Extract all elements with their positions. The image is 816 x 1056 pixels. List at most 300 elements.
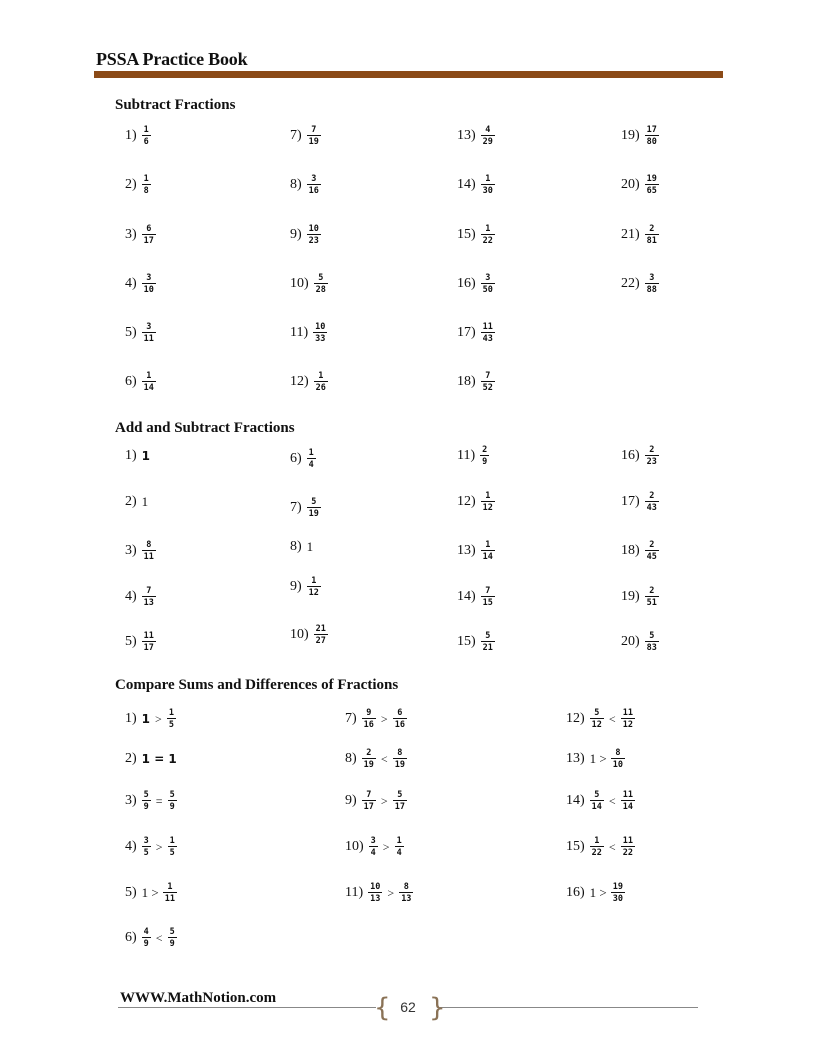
numerator: 7 bbox=[366, 789, 372, 800]
compare-item bbox=[566, 699, 637, 739]
item-number: 6) bbox=[125, 374, 137, 389]
denominator: 50 bbox=[482, 285, 493, 295]
denominator: 17 bbox=[394, 802, 405, 812]
addsub-item bbox=[125, 482, 150, 522]
item-number: 9) bbox=[345, 793, 357, 808]
comparison-symbol: < bbox=[380, 751, 388, 766]
addsub-item bbox=[125, 622, 158, 662]
denominator: 28 bbox=[315, 285, 326, 295]
numerator: 1 bbox=[594, 835, 600, 846]
fraction bbox=[481, 323, 495, 344]
item-number: 12) bbox=[566, 711, 585, 726]
numerator: 11 bbox=[143, 630, 154, 641]
denominator: 8 bbox=[143, 186, 149, 196]
numerator: 1 bbox=[143, 124, 149, 135]
item-number: 12) bbox=[457, 494, 476, 509]
denominator: 23 bbox=[308, 236, 319, 246]
subtract-item bbox=[290, 362, 330, 402]
fraction bbox=[163, 883, 177, 904]
item-number: 10) bbox=[290, 276, 309, 291]
subtract-item bbox=[290, 215, 323, 255]
addsub-item bbox=[290, 439, 318, 479]
item-number: 10) bbox=[290, 627, 309, 642]
footer-brace-left: { bbox=[374, 993, 391, 1023]
denominator: 22 bbox=[622, 848, 633, 858]
denominator: 88 bbox=[646, 285, 657, 295]
denominator: 30 bbox=[482, 186, 493, 196]
numerator: 1 bbox=[485, 223, 491, 234]
numerator: 5 bbox=[169, 789, 175, 800]
subtract-item bbox=[290, 165, 323, 205]
denominator: 14 bbox=[591, 802, 602, 812]
subtract-item bbox=[125, 264, 158, 304]
fraction bbox=[611, 883, 625, 904]
numerator: 11 bbox=[622, 835, 633, 846]
fraction bbox=[645, 274, 659, 295]
denominator: 51 bbox=[646, 598, 657, 608]
numerator: 5 bbox=[594, 789, 600, 800]
numerator: 4 bbox=[143, 926, 149, 937]
comparison-symbol: = bbox=[155, 793, 163, 808]
denominator: 9 bbox=[169, 939, 175, 949]
fraction bbox=[393, 791, 407, 812]
numerator: 7 bbox=[485, 370, 491, 381]
denominator: 14 bbox=[622, 802, 633, 812]
numerator: 2 bbox=[366, 747, 372, 758]
answer-text: 1 bbox=[306, 539, 314, 554]
numerator: 1 bbox=[168, 707, 174, 718]
item-number: 20) bbox=[621, 177, 640, 192]
denominator: 65 bbox=[646, 186, 657, 196]
addsub-item bbox=[457, 436, 491, 476]
fraction bbox=[362, 749, 376, 770]
compare-item bbox=[566, 873, 627, 913]
item-number: 7) bbox=[290, 500, 302, 515]
item-number: 6) bbox=[125, 930, 137, 945]
item-number: 19) bbox=[621, 589, 640, 604]
denominator: 9 bbox=[482, 457, 488, 467]
fraction bbox=[481, 175, 495, 196]
numerator: 8 bbox=[615, 747, 621, 758]
numerator: 11 bbox=[622, 789, 633, 800]
denominator: 30 bbox=[612, 894, 624, 904]
addsub-item bbox=[125, 577, 158, 617]
header-rule bbox=[94, 71, 723, 78]
fraction bbox=[481, 225, 495, 246]
subtract-item bbox=[125, 215, 158, 255]
addsub-item bbox=[290, 567, 323, 607]
denominator: 5 bbox=[143, 848, 149, 858]
denominator: 19 bbox=[308, 137, 319, 147]
footer-brace-right: } bbox=[429, 993, 446, 1023]
fraction bbox=[395, 837, 404, 858]
compare-item bbox=[345, 827, 406, 867]
numerator: 7 bbox=[311, 124, 317, 135]
addsub-item bbox=[457, 577, 497, 617]
numerator: 17 bbox=[646, 124, 657, 135]
item-number: 18) bbox=[457, 374, 476, 389]
fraction bbox=[481, 587, 495, 608]
answer-text: 1 > bbox=[141, 885, 159, 900]
item-number: 16) bbox=[621, 448, 640, 463]
subtract-item bbox=[621, 116, 661, 156]
denominator: 17 bbox=[363, 802, 374, 812]
numerator: 21 bbox=[315, 623, 326, 634]
numerator: 19 bbox=[612, 881, 624, 892]
item-number: 13) bbox=[566, 751, 585, 766]
compare-item bbox=[345, 873, 415, 913]
subtract-item bbox=[457, 165, 497, 205]
numerator: 3 bbox=[146, 321, 152, 332]
comparison-symbol: > bbox=[387, 885, 395, 900]
denominator: 12 bbox=[308, 588, 319, 598]
comparison-symbol: < bbox=[155, 930, 163, 945]
item-number: 4) bbox=[125, 276, 137, 291]
item-number: 2) bbox=[125, 494, 137, 509]
fraction bbox=[480, 446, 489, 467]
numerator: 1 bbox=[485, 539, 491, 550]
numerator: 5 bbox=[169, 926, 175, 937]
numerator: 2 bbox=[649, 490, 655, 501]
fraction bbox=[481, 372, 495, 393]
item-number: 1) bbox=[125, 448, 137, 463]
fraction bbox=[142, 928, 151, 949]
denominator: 26 bbox=[315, 383, 326, 393]
subtract-item bbox=[621, 215, 661, 255]
numerator: 1 bbox=[167, 881, 173, 892]
fraction bbox=[307, 175, 321, 196]
numerator: 3 bbox=[311, 173, 317, 184]
fraction bbox=[168, 791, 177, 812]
subtract-item bbox=[290, 264, 330, 304]
answer-text: 1 > bbox=[589, 751, 607, 766]
item-number: 15) bbox=[566, 839, 585, 854]
addsub-item bbox=[290, 488, 323, 528]
denominator: 11 bbox=[164, 894, 176, 904]
subtract-item bbox=[457, 264, 497, 304]
page-number: 62 bbox=[400, 999, 416, 1015]
item-number: 3) bbox=[125, 793, 137, 808]
item-number: 6) bbox=[290, 451, 302, 466]
fraction bbox=[142, 632, 156, 653]
compare-item bbox=[125, 739, 179, 779]
comparison-symbol: > bbox=[155, 711, 162, 726]
subtract-item bbox=[125, 362, 158, 402]
numerator: 8 bbox=[403, 881, 409, 892]
item-number: 11) bbox=[457, 448, 476, 463]
fraction bbox=[307, 498, 321, 519]
denominator: 13 bbox=[401, 894, 412, 904]
fraction bbox=[142, 126, 151, 147]
numerator: 2 bbox=[482, 444, 488, 455]
item-number: 21) bbox=[621, 227, 640, 242]
item-number: 2) bbox=[125, 177, 137, 192]
addsub-item bbox=[621, 482, 661, 522]
denominator: 81 bbox=[646, 236, 657, 246]
denominator: 11 bbox=[143, 334, 154, 344]
book-title: PSSA Practice Book bbox=[96, 49, 248, 69]
fraction bbox=[313, 323, 327, 344]
numerator: 1 bbox=[143, 173, 149, 184]
item-number: 8) bbox=[345, 751, 357, 766]
comparison-symbol: < bbox=[608, 711, 616, 726]
subtract-item bbox=[457, 362, 497, 402]
fraction bbox=[368, 883, 382, 904]
fraction bbox=[393, 709, 407, 730]
numerator: 3 bbox=[143, 835, 149, 846]
numerator: 1 bbox=[485, 173, 491, 184]
numerator: 2 bbox=[649, 585, 655, 596]
addsub-item bbox=[290, 527, 315, 567]
denominator: 83 bbox=[646, 643, 657, 653]
fraction bbox=[645, 446, 659, 467]
denominator: 52 bbox=[482, 383, 493, 393]
fraction bbox=[590, 709, 604, 730]
denominator: 16 bbox=[308, 186, 319, 196]
fraction bbox=[645, 541, 659, 562]
footer-rule-left bbox=[118, 1007, 376, 1008]
compare-item bbox=[566, 739, 627, 779]
numerator: 3 bbox=[485, 272, 491, 283]
answer-text: 1 > bbox=[589, 885, 607, 900]
denominator: 14 bbox=[482, 552, 493, 562]
item-number: 11) bbox=[345, 885, 364, 900]
numerator: 2 bbox=[649, 444, 655, 455]
denominator: 9 bbox=[143, 939, 149, 949]
numerator: 5 bbox=[397, 789, 403, 800]
item-number: 14) bbox=[457, 177, 476, 192]
fraction bbox=[481, 541, 495, 562]
fraction bbox=[314, 274, 328, 295]
fraction bbox=[645, 225, 659, 246]
item-number: 16) bbox=[457, 276, 476, 291]
compare-item bbox=[125, 918, 179, 958]
fraction bbox=[369, 837, 378, 858]
addsub-item bbox=[621, 531, 661, 571]
numerator: 1 bbox=[311, 575, 317, 586]
item-number: 13) bbox=[457, 543, 476, 558]
item-number: 17) bbox=[457, 325, 476, 340]
compare-item bbox=[345, 739, 409, 779]
fraction bbox=[307, 225, 321, 246]
fraction bbox=[142, 372, 156, 393]
fraction bbox=[481, 492, 495, 513]
fraction bbox=[142, 225, 156, 246]
fraction bbox=[168, 837, 177, 858]
numerator: 5 bbox=[649, 630, 655, 641]
item-number: 20) bbox=[621, 634, 640, 649]
denominator: 17 bbox=[143, 236, 154, 246]
numerator: 11 bbox=[482, 321, 493, 332]
fraction bbox=[590, 791, 604, 812]
denominator: 4 bbox=[308, 460, 314, 470]
addsub-item bbox=[457, 482, 497, 522]
fraction bbox=[314, 372, 328, 393]
addsub-item bbox=[457, 622, 497, 662]
addsub-item bbox=[125, 531, 158, 571]
numerator: 19 bbox=[646, 173, 657, 184]
subtract-item bbox=[457, 116, 497, 156]
addsub-item bbox=[621, 577, 661, 617]
denominator: 14 bbox=[143, 383, 154, 393]
numerator: 7 bbox=[485, 585, 491, 596]
item-number: 15) bbox=[457, 634, 476, 649]
denominator: 4 bbox=[370, 848, 376, 858]
subtract-item bbox=[457, 215, 497, 255]
fraction bbox=[307, 577, 321, 598]
item-number: 11) bbox=[290, 325, 309, 340]
subtract-item bbox=[125, 116, 153, 156]
numerator: 11 bbox=[622, 707, 633, 718]
section-title-subtract: Subtract Fractions bbox=[115, 97, 236, 113]
denominator: 21 bbox=[482, 643, 493, 653]
item-number: 7) bbox=[345, 711, 357, 726]
denominator: 13 bbox=[370, 894, 381, 904]
compare-item bbox=[345, 699, 409, 739]
numerator: 5 bbox=[311, 496, 317, 507]
numerator: 10 bbox=[370, 881, 381, 892]
fraction bbox=[307, 126, 321, 147]
fraction bbox=[362, 709, 376, 730]
numerator: 10 bbox=[315, 321, 326, 332]
item-number: 14) bbox=[457, 589, 476, 604]
item-number: 1) bbox=[125, 711, 137, 726]
numerator: 1 bbox=[169, 835, 175, 846]
item-number: 15) bbox=[457, 227, 476, 242]
compare-item bbox=[566, 781, 637, 821]
denominator: 43 bbox=[646, 503, 657, 513]
item-number: 5) bbox=[125, 325, 137, 340]
answer-text: 1 bbox=[141, 494, 149, 509]
item-number: 8) bbox=[290, 539, 302, 554]
whole-number: 1 bbox=[141, 449, 151, 463]
fraction bbox=[399, 883, 413, 904]
numerator: 8 bbox=[146, 539, 152, 550]
fraction bbox=[621, 837, 635, 858]
compare-item bbox=[125, 827, 179, 867]
fraction bbox=[590, 837, 604, 858]
denominator: 5 bbox=[168, 720, 174, 730]
item-number: 12) bbox=[290, 374, 309, 389]
subtract-item bbox=[125, 313, 158, 353]
fraction bbox=[481, 274, 495, 295]
denominator: 33 bbox=[315, 334, 326, 344]
numerator: 2 bbox=[649, 539, 655, 550]
denominator: 19 bbox=[308, 509, 319, 519]
fraction bbox=[645, 492, 659, 513]
subtract-item bbox=[125, 165, 153, 205]
denominator: 16 bbox=[394, 720, 405, 730]
item-number: 9) bbox=[290, 579, 302, 594]
item-number: 1) bbox=[125, 128, 137, 143]
whole-number: 1 bbox=[141, 712, 151, 726]
section-title-compare: Compare Sums and Differences of Fractions bbox=[115, 677, 399, 693]
denominator: 13 bbox=[143, 598, 154, 608]
denominator: 45 bbox=[646, 552, 657, 562]
fraction bbox=[362, 791, 376, 812]
whole-number: 1 = 1 bbox=[141, 752, 177, 766]
fraction bbox=[167, 709, 176, 730]
numerator: 3 bbox=[370, 835, 376, 846]
comparison-symbol: > bbox=[155, 839, 163, 854]
addsub-item bbox=[457, 531, 497, 571]
denominator: 27 bbox=[315, 636, 326, 646]
denominator: 11 bbox=[143, 552, 154, 562]
fraction bbox=[314, 625, 328, 646]
denominator: 23 bbox=[646, 457, 657, 467]
footer-website: WWW.MathNotion.com bbox=[120, 990, 277, 1006]
denominator: 4 bbox=[396, 848, 402, 858]
item-number: 18) bbox=[621, 543, 640, 558]
denominator: 43 bbox=[482, 334, 493, 344]
fraction bbox=[621, 709, 635, 730]
item-number: 9) bbox=[290, 227, 302, 242]
fraction bbox=[142, 323, 156, 344]
comparison-symbol: < bbox=[608, 793, 616, 808]
compare-item bbox=[125, 873, 179, 913]
denominator: 19 bbox=[394, 760, 405, 770]
item-number: 2) bbox=[125, 751, 137, 766]
fraction bbox=[142, 274, 156, 295]
denominator: 22 bbox=[482, 236, 493, 246]
item-number: 7) bbox=[290, 128, 302, 143]
item-number: 5) bbox=[125, 634, 137, 649]
numerator: 7 bbox=[146, 585, 152, 596]
compare-item bbox=[125, 699, 178, 739]
item-number: 4) bbox=[125, 589, 137, 604]
denominator: 9 bbox=[143, 802, 149, 812]
numerator: 3 bbox=[649, 272, 655, 283]
numerator: 5 bbox=[485, 630, 491, 641]
numerator: 1 bbox=[308, 447, 314, 458]
comparison-symbol: > bbox=[382, 839, 390, 854]
item-number: 10) bbox=[345, 839, 364, 854]
section-title-add-subtract: Add and Subtract Fractions bbox=[115, 420, 295, 436]
numerator: 6 bbox=[146, 223, 152, 234]
denominator: 16 bbox=[363, 720, 374, 730]
fraction bbox=[307, 449, 316, 470]
numerator: 6 bbox=[397, 707, 403, 718]
numerator: 1 bbox=[146, 370, 152, 381]
subtract-item bbox=[290, 313, 329, 353]
item-number: 5) bbox=[125, 885, 137, 900]
fraction bbox=[142, 587, 156, 608]
item-number: 14) bbox=[566, 793, 585, 808]
numerator: 3 bbox=[146, 272, 152, 283]
item-number: 3) bbox=[125, 543, 137, 558]
numerator: 5 bbox=[143, 789, 149, 800]
denominator: 12 bbox=[622, 720, 633, 730]
subtract-item bbox=[290, 116, 323, 156]
compare-item bbox=[566, 827, 637, 867]
fraction bbox=[621, 791, 635, 812]
numerator: 5 bbox=[318, 272, 324, 283]
denominator: 5 bbox=[169, 848, 175, 858]
denominator: 29 bbox=[482, 137, 493, 147]
fraction bbox=[168, 928, 177, 949]
addsub-item bbox=[621, 436, 661, 476]
addsub-item bbox=[125, 436, 152, 476]
comparison-symbol: < bbox=[608, 839, 616, 854]
subtract-item bbox=[457, 313, 497, 353]
numerator: 9 bbox=[366, 707, 372, 718]
numerator: 5 bbox=[594, 707, 600, 718]
item-number: 22) bbox=[621, 276, 640, 291]
comparison-symbol: > bbox=[380, 793, 388, 808]
item-number: 17) bbox=[621, 494, 640, 509]
fraction bbox=[142, 175, 151, 196]
compare-item bbox=[345, 781, 409, 821]
